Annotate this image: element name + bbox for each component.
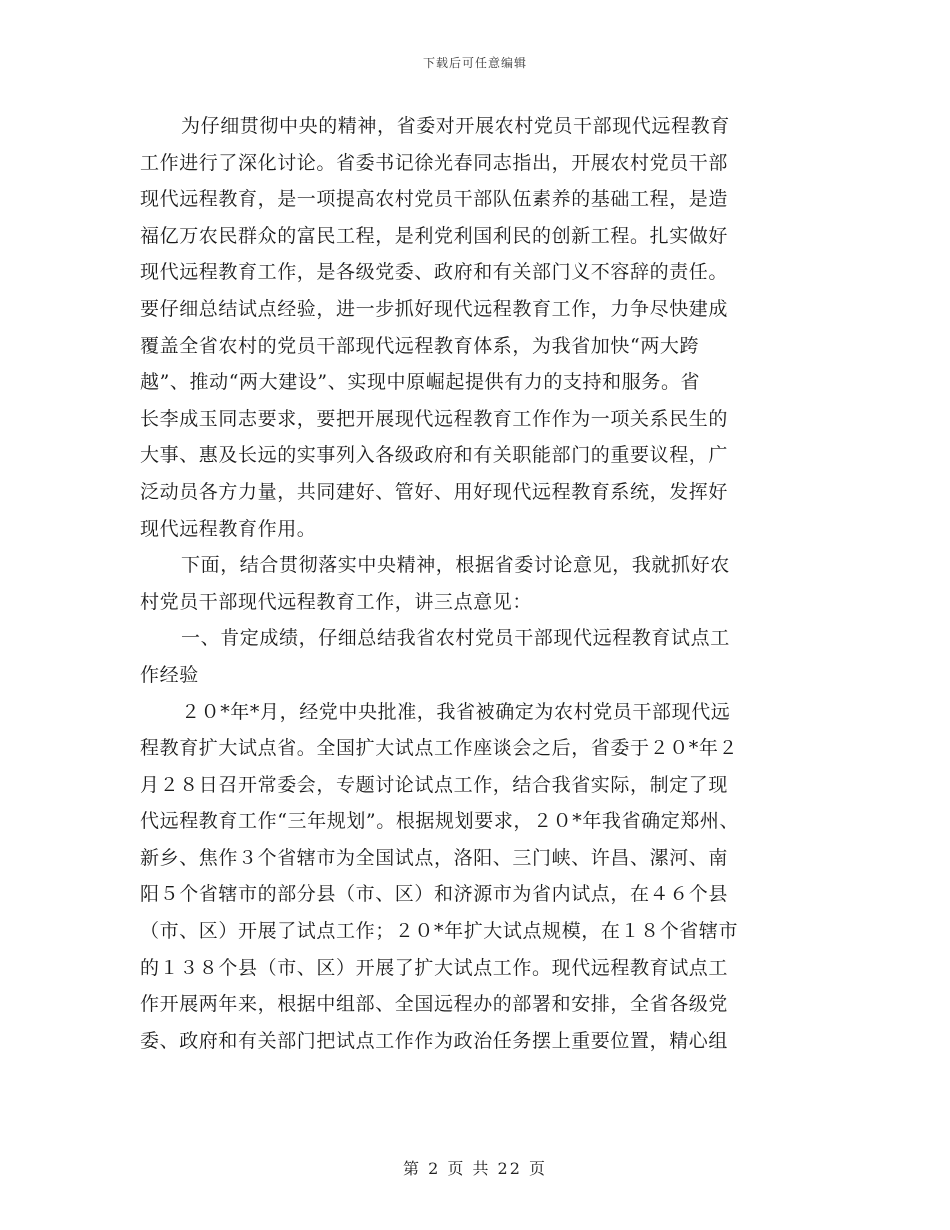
page-number-footer: 第 2 页 共 22 页	[403, 1159, 547, 1178]
body-text-line: 作经验	[140, 663, 199, 686]
body-text-line: 的１３８个县（市、区）开展了扩大试点工作。现代远程教育试点工	[140, 956, 729, 979]
body-text-line: 工作进行了深化讨论。省委书记徐光春同志指出，开展农村党员干部	[140, 151, 729, 174]
body-text-line: 覆盖全省农村的党员干部现代远程教育体系，为我省加快“两大跨	[140, 334, 700, 357]
body-text-line: 长李成玉同志要求，要把开展现代远程教育工作作为一项关系民生的	[140, 407, 729, 430]
body-text-line: 要仔细总结试点经验，进一步抓好现代远程教育工作，力争尽快建成	[140, 297, 729, 320]
body-text-line: 村党员干部现代远程教育工作，讲三点意见：	[140, 590, 533, 613]
document-body	[140, 108, 810, 1059]
body-text-line: 程教育扩大试点省。全国扩大试点工作座谈会之后，省委于２０*年２	[140, 737, 739, 760]
body-text-line: 现代远程教育工作，是各级党委、政府和有关部门义不容辞的责任。	[140, 261, 729, 284]
body-text-line: 月２８日召开常委会，专题讨论试点工作，结合我省实际，制定了现	[140, 773, 729, 796]
body-text-line: 委、政府和有关部门把试点工作作为政治任务摆上重要位置，精心组	[140, 1029, 729, 1052]
body-text-line: 阳５个省辖市的部分县（市、区）和济源市为省内试点，在４６个县	[140, 883, 729, 906]
header-note: 下载后可任意编辑	[422, 56, 527, 70]
body-text-line: 福亿万农民群众的富民工程，是利党利国利民的创新工程。扎实做好	[140, 224, 729, 247]
body-text-line: 大事、惠及长远的实事列入各级政府和有关职能部门的重要议程，广	[140, 444, 729, 467]
body-text-line: 一、肯定成绩，仔细总结我省农村党员干部现代远程教育试点工	[181, 627, 730, 650]
body-text-line: 越”、推动“两大建设”、实现中原崛起提供有力的支持和服务。省	[140, 371, 701, 394]
body-text-line: 现代远程教育，是一项提高农村党员干部队伍素养的基础工程，是造	[140, 188, 729, 211]
body-text-line: 下面，结合贯彻落实中央精神，根据省委讨论意见，我就抓好农	[181, 554, 730, 577]
body-text-line: 现代远程教育作用。	[140, 517, 317, 540]
body-text-line: 新乡、焦作３个省辖市为全国试点，洛阳、三门峡、许昌、漯河、南	[140, 846, 729, 869]
body-text-line: （市、区）开展了试点工作；２０*年扩大试点规模，在１８个省辖市	[140, 920, 739, 943]
body-text-line: ２０*年*月，经党中央批准，我省被确定为农村党员干部现代远	[181, 700, 731, 723]
body-text-line: 代远程教育工作“三年规划”。根据规划要求，２０*年我省确定郑州、	[140, 810, 740, 833]
body-text-line: 泛动员各方力量，共同建好、管好、用好现代远程教育系统，发挥好	[140, 480, 729, 503]
body-text-line: 作开展两年来，根据中组部、全国远程办的部署和安排，全省各级党	[140, 993, 729, 1016]
body-text-line: 为仔细贯彻中央的精神，省委对开展农村党员干部现代远程教育	[181, 115, 730, 137]
